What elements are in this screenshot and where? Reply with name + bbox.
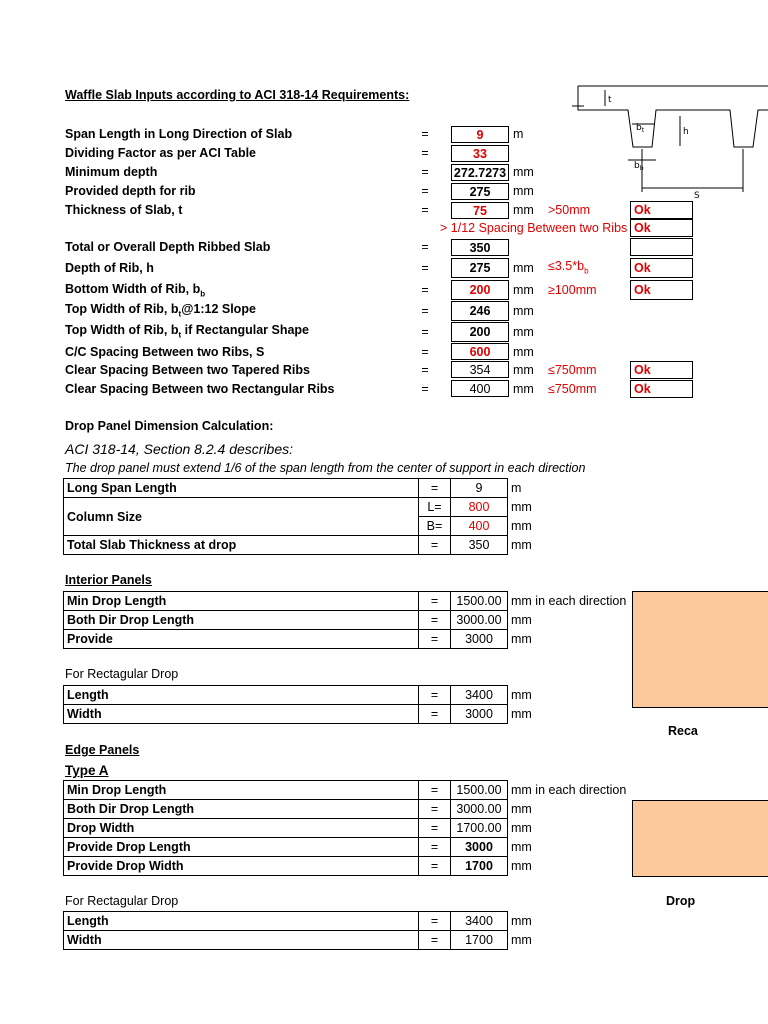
equals-sign: = (419, 536, 451, 555)
table-row (64, 781, 630, 800)
row-value: 3000 (451, 630, 508, 649)
table-row (64, 857, 630, 876)
row-value: 1700.00 (451, 819, 508, 838)
table-row (64, 819, 630, 838)
edge-type: Type A (65, 763, 109, 778)
status-badge: Ok (630, 201, 693, 219)
equals-sign: = (421, 203, 429, 217)
table-row (64, 800, 630, 819)
table-row (64, 705, 536, 724)
input-label: C/C Spacing Between two Ribs, S (65, 345, 265, 359)
row-label: Provide Drop Length (64, 838, 419, 857)
table-row (64, 838, 630, 857)
equals-sign: = (421, 382, 429, 396)
table-row (64, 686, 536, 705)
column-b-value[interactable]: 400 (451, 517, 508, 536)
equals-sign: = (421, 146, 429, 160)
equals-sign: = (419, 705, 451, 724)
input-value[interactable]: 33 (451, 145, 509, 162)
input-label: Depth of Rib, h (65, 261, 154, 275)
condition-text: ≥100mm (548, 283, 597, 297)
input-unit: mm (513, 165, 534, 179)
diagram-bt-label: $b_t$ (636, 123, 645, 134)
row-value: 3400 (451, 686, 508, 705)
equals-sign: = (421, 304, 429, 318)
row-label: Width (64, 931, 419, 950)
equals-sign: L= (419, 498, 451, 517)
interior-table (63, 591, 630, 649)
drop-heading: Drop Panel Dimension Calculation: (65, 419, 274, 433)
input-unit: mm (513, 283, 534, 297)
row-label: Length (64, 912, 419, 931)
equals-sign: = (421, 345, 429, 359)
condition-text: ≤750mm (548, 382, 597, 396)
row-label: Provide (64, 630, 419, 649)
equals-sign: = (419, 479, 451, 498)
row-label: Drop Width (64, 819, 419, 838)
row-value: 1500.00 (451, 592, 508, 611)
row-value: 3000.00 (451, 611, 508, 630)
input-label: Span Length in Long Direction of Slab (65, 127, 293, 141)
input-unit: mm (513, 184, 534, 198)
equals-sign: = (421, 261, 429, 275)
status-badge: Ok (630, 361, 693, 379)
page-title: Waffle Slab Inputs according to ACI 318-14 Requirements: (65, 88, 410, 102)
input-unit: mm (513, 325, 534, 339)
row-unit: mm (511, 933, 532, 947)
equals-sign: = (419, 931, 451, 950)
interior-rect-heading: For Rectagular Drop (65, 667, 179, 681)
diagram-s-label: S (694, 191, 700, 201)
table-row (64, 912, 536, 931)
rib-section-diagram (570, 72, 768, 202)
diagram-t-label: t (608, 95, 612, 105)
input-label: Clear Spacing Between two Tapered Ribs (65, 363, 310, 377)
table-row (64, 479, 536, 498)
row-unit: mm in each direction (511, 594, 627, 608)
condition-text: >50mm (548, 203, 591, 217)
row-unit: mm (511, 538, 532, 552)
interior-heading: Interior Panels (65, 573, 152, 587)
row-label: Min Drop Length (64, 781, 419, 800)
row-label: Provide Drop Width (64, 857, 419, 876)
input-value: 200 (451, 322, 509, 342)
input-unit: mm (513, 203, 534, 217)
drop-note: The drop panel must extend 1/6 of the span length from the center of support in each direction (65, 461, 586, 475)
row-unit: mm (511, 519, 532, 533)
equals-sign: = (419, 838, 451, 857)
edge-rect-table (63, 911, 536, 950)
equals-sign: = (419, 686, 451, 705)
row-unit: mm (511, 821, 532, 835)
table-row (64, 498, 536, 517)
input-unit: m (513, 127, 524, 141)
equals-sign: = (419, 781, 451, 800)
row-value: 3400 (451, 912, 508, 931)
input-value: 272.7273 (451, 164, 509, 181)
row-unit: mm (511, 632, 532, 646)
row-unit: mm (511, 840, 532, 854)
row-unit: mm (511, 613, 532, 627)
row-unit: mm (511, 914, 532, 928)
condition-text: $\le 3.5*b_b$ (548, 259, 589, 276)
input-unit: mm (513, 304, 534, 318)
row-label: Min Drop Length (64, 592, 419, 611)
status-cell (630, 238, 693, 256)
input-label: Clear Spacing Between two Rectangular Ribs (65, 382, 335, 396)
table-row (64, 592, 630, 611)
equals-sign: = (419, 611, 451, 630)
equals-sign: B= (419, 517, 451, 536)
row-label: Column Size (64, 498, 419, 536)
equals-sign: = (421, 283, 429, 297)
diagram-bb-label: $b_b$ (634, 161, 644, 172)
input-value: 275 (451, 183, 509, 200)
row-value: 1700 (451, 857, 508, 876)
equals-sign: = (421, 363, 429, 377)
equals-sign: = (419, 630, 451, 649)
equals-sign: = (419, 857, 451, 876)
column-l-value[interactable]: 800 (451, 498, 508, 517)
edge-rect-heading: For Rectagular Drop (65, 894, 179, 908)
status-badge: Ok (630, 380, 693, 398)
input-value[interactable]: 75 (451, 202, 509, 219)
row-unit: mm (511, 859, 532, 873)
row-label: Long Span Length (64, 479, 419, 498)
row-value: 3000 (451, 705, 508, 724)
input-value: 350 (451, 239, 509, 256)
equals-sign: = (419, 819, 451, 838)
input-unit: mm (513, 345, 534, 359)
row-value: 350 (451, 536, 508, 555)
row-value: 3000 (451, 838, 508, 857)
equals-sign: = (419, 592, 451, 611)
input-label: Top Width of Rib, $b_t$ if Rectangular Shape (65, 323, 309, 340)
input-label: Total or Overall Depth Ribbed Slab (65, 240, 271, 254)
equals-sign: = (421, 127, 429, 141)
table-row (64, 611, 630, 630)
row-unit: mm (511, 688, 532, 702)
diagram-h-label: h (683, 127, 689, 137)
input-label: Minimum depth (65, 165, 158, 179)
row-label: Both Dir Drop Length (64, 611, 419, 630)
input-label: Top Width of Rib, $b_t@1:12$ Slope (65, 302, 256, 319)
row-value: 3000.00 (451, 800, 508, 819)
row-label: Width (64, 705, 419, 724)
input-unit: mm (513, 261, 534, 275)
input-label: Bottom Width of Rib, $b_b$ (65, 282, 206, 299)
aci-reference: ACI 318-14, Section 8.2.4 describes: (65, 441, 294, 457)
edge-side-label: Drop (666, 894, 696, 908)
input-label: Provided depth for rib (65, 184, 196, 198)
row-label: Length (64, 686, 419, 705)
equals-sign: = (421, 325, 429, 339)
interior-rect-table (63, 685, 536, 724)
row-unit: mm in each direction (511, 783, 627, 797)
table-row (64, 630, 630, 649)
row-value: 1500.00 (451, 781, 508, 800)
row-label: Total Slab Thickness at drop (64, 536, 419, 555)
row-unit: mm (511, 500, 532, 514)
equals-sign: = (419, 912, 451, 931)
edge-heading: Edge Panels (65, 743, 140, 757)
condition-text: > 1/12 Spacing Between two Ribs (440, 221, 628, 235)
status-badge: Ok (630, 219, 693, 237)
input-value: 400 (451, 380, 509, 397)
status-badge: Ok (630, 280, 693, 300)
interior-drop-swatch (632, 591, 768, 708)
row-unit: m (511, 481, 522, 495)
input-value: 246 (451, 301, 509, 321)
edge-table (63, 780, 630, 876)
condition-text: ≤750mm (548, 363, 597, 377)
equals-sign: = (421, 184, 429, 198)
row-value: 9 (451, 479, 508, 498)
equals-sign: = (421, 165, 429, 179)
row-value: 1700 (451, 931, 508, 950)
row-unit: mm (511, 802, 532, 816)
interior-side-label: Reca (668, 724, 698, 738)
equals-sign: = (421, 240, 429, 254)
table-row (64, 536, 536, 555)
input-label: Dividing Factor as per ACI Table (65, 146, 257, 160)
table-row (64, 931, 536, 950)
input-value: 275 (451, 258, 509, 278)
edge-drop-swatch (632, 800, 768, 877)
input-value[interactable]: 200 (451, 280, 509, 300)
row-unit: mm (511, 707, 532, 721)
input-unit: mm (513, 382, 534, 396)
input-value: 354 (451, 361, 509, 378)
input-label: Thickness of Slab, t (65, 203, 183, 217)
equals-sign: = (419, 800, 451, 819)
input-value[interactable]: 9 (451, 126, 509, 143)
status-badge: Ok (630, 258, 693, 278)
input-value[interactable]: 600 (451, 343, 509, 360)
row-label: Both Dir Drop Length (64, 800, 419, 819)
drop-table (63, 478, 536, 555)
input-unit: mm (513, 363, 534, 377)
